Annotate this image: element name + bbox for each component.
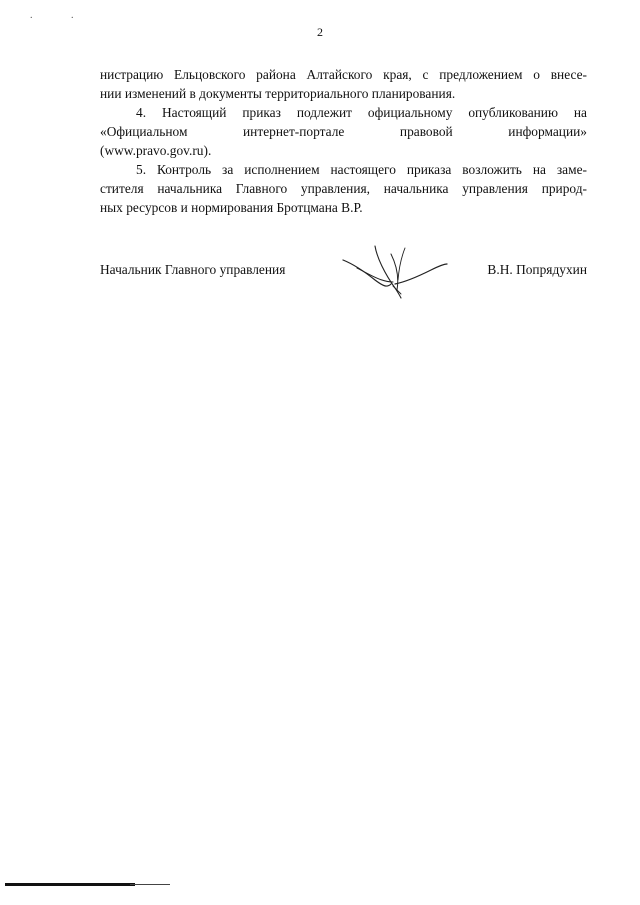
paragraph-4-line-3: (www.pravo.gov.ru). <box>100 143 212 158</box>
footer-rule-thick <box>5 883 135 886</box>
paragraph-continuation-line-1: нистрацию Ельцовского района Алтайского края, с предложением о внесе- <box>100 67 587 82</box>
signer-name: В.Н. Попрядухин <box>487 262 587 277</box>
paragraph-5-line-1: 5. Контроль за исполнением настоящего приказа возложить на заме- <box>136 162 587 177</box>
footer-rule-thin <box>130 884 170 885</box>
signer-position-title: Начальник Главного управления <box>100 262 286 277</box>
handwritten-signature <box>335 238 455 300</box>
paragraph-4-line-1: 4. Настоящий приказ подлежит официальному опубликованию на <box>136 105 587 120</box>
paragraph-continuation-line-2: нии изменений в документы территориального планирования. <box>100 86 456 101</box>
paragraph-5-line-3: ных ресурсов и нормирования Бротцмана В.Р. <box>100 200 363 215</box>
paragraph-4-line-2: «Официальном интернет-портале правовой информации» <box>100 124 587 139</box>
paragraph-5-line-2: стителя начальника Главного управления, начальника управления природ- <box>100 181 587 196</box>
corner-marks: . . <box>30 10 92 21</box>
page-number: 2 <box>317 25 323 39</box>
document-body <box>100 65 587 217</box>
